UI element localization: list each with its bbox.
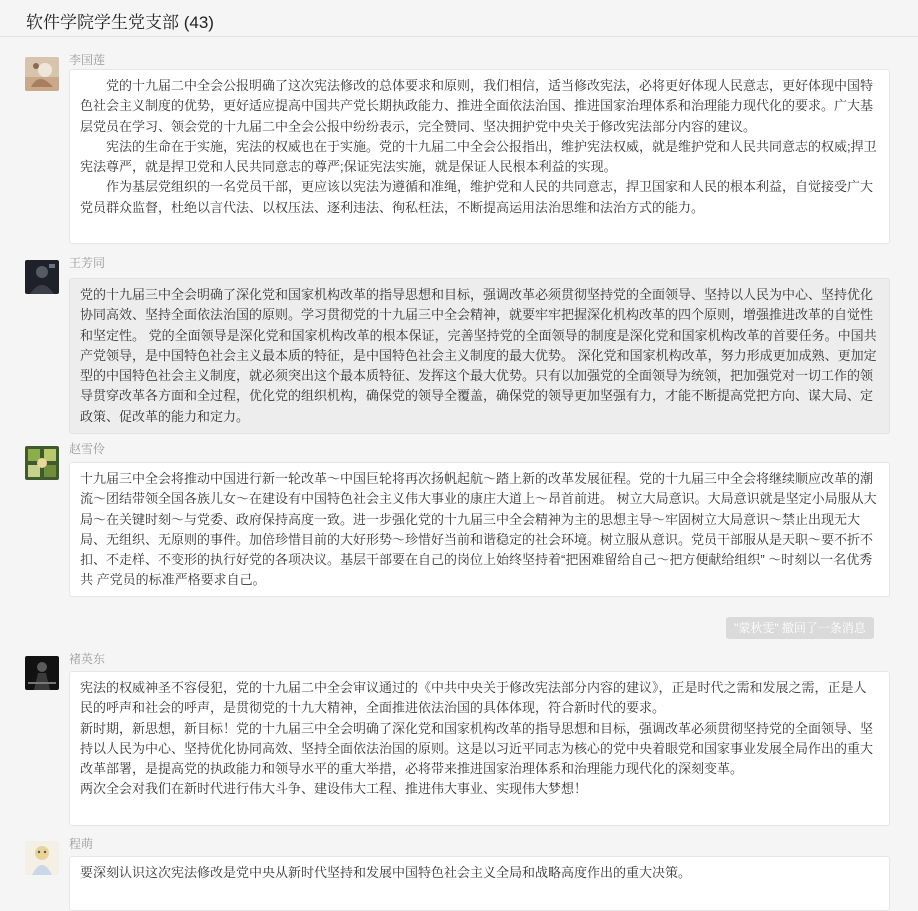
message-bubble[interactable]: [69, 671, 890, 826]
avatar[interactable]: [25, 260, 59, 294]
message-text: 十九届三中全会将推动中国进行新一轮改革～中国巨轮将再次扬帆起航～踏上新的改革发展征程。党的十九届三中全会将继续顺应改革的潮流～团结带领全国各族儿女～在建设有中国特色社会主义伟大事业的康庄大道上～昂首前进。 树立大局意识。大局意识就是坚定小局服从大局～在关键时刻～与党委、政府保持高度一致。进一步强化党的十九届三中全会精神为主的思想主导～牢固树立大局意识～禁止出现无大局、无组织、无原则的事件。加倍珍惜目前的大好形势～珍惜好当前和谐稳定的社会环境。树立服从意识。党员干部服从是天职～要不折不扣、不走样、不变形的执行好党的各项决议。基层干部要在自己的岗位上始终坚持着“把困难留给自己～把方便献给组织” ～时刻以一名优秀共 产党员的标准严格要求自己。: [80, 471, 877, 588]
recall-notice: "蒙秋雯" 撤回了一条消息: [726, 617, 874, 639]
message-paragraph: 作为基层党组织的一名党员干部，更应该以宪法为遵循和准绳，维护党和人民的共同意志，捍卫国家和人民的根本利益，自觉接受广大党员群众监督，杜绝以言代法、以权压法、逐利违法、徇私枉法，不断提高运用法治思维和法治方式的能力。: [80, 179, 874, 215]
sender-name: 程萌: [69, 837, 94, 851]
message-text: 要深刻认识这次宪法修改是党中央从新时代坚持和发展中国特色社会主义全局和战略高度作出的重大决策。: [80, 865, 692, 880]
avatar[interactable]: [25, 656, 59, 690]
message-paragraph: 两次全会对我们在新时代进行伟大斗争、建设伟大工程、推进伟大事业、实现伟大梦想！: [80, 781, 588, 797]
sender-name: 李国莲: [69, 53, 106, 67]
avatar[interactable]: [25, 446, 59, 480]
message-paragraph: 新时期，新思想，新目标！党的十九届三中全会明确了深化党和国家机构改革的指导思想和目标，强调改革必须贯彻坚持党的全面领导、坚持以人民为中心、坚持优化协同高效、坚持全面依法治国的原则。这是以习近平同志为核心的党中央着眼党和国家事业发展全局作出的重大改革部署，是提高党的执政能力和领导水平的重大举措，必将带来推进国家治理体系和治理能力现代化的深刻变革。: [80, 720, 874, 777]
message-paragraph: 宪法的权威神圣不容侵犯，党的十九届二中全会审议通过的《中共中央关于修改宪法部分内容的建议》，正是时代之需和发展之需，正是人民的呼声和社会的呼声，是贯彻党的十九大精神，全面推进依法治国的具体体现，符合新时代的要求。: [80, 680, 867, 716]
message-text: 党的十九届三中全会明确了深化党和国家机构改革的指导思想和目标，强调改革必须贯彻坚持党的全面领导、坚持以人民为中心、坚持优化协同高效、坚持全面依法治国的原则。学习贯彻党的十九届三中全会精神，就要牢牢把握深化机构改革的四个原则，增强推进改革的自觉性和坚定性。 党的全面领导是深化党和国家机构改革的根本保证，完善坚持党的全面领导的制度是深化党和国家机构改革的首要任务。中国共产党领导，是中国特色社会主义最本质的特征，是中国特色社会主义制度的最大优势。 深化党和国家机构改革，努力形成更加成熟、更加定型的中国特色社会主义制度，就必须突出这个最本质特征、发挥这个最大优势。只有以加强党的全面领导为统领，把加强党对一切工作的领导贯穿改革各方面和全过程，优化党的组织机构，确保党的领导全覆盖，确保党的领导更加坚强有力，才能不断提高党把方向、谋大局、定政策、促改革的能力和定力。: [80, 287, 877, 424]
message-bubble[interactable]: [69, 462, 890, 597]
chat-header: [0, 0, 918, 37]
avatar[interactable]: [25, 841, 59, 875]
message-bubble[interactable]: [69, 69, 890, 244]
message-paragraph: 宪法的生命在于实施，宪法的权威也在于实施。党的十九届二中全会公报指出，维护宪法权威，就是维护党和人民共同意志的权威;捍卫宪法尊严，就是捍卫党和人民共同意志的尊严;保证宪法实施，就是保证人民根本利益的实现。: [80, 138, 877, 175]
sender-name: 赵雪伶: [69, 442, 106, 456]
sender-name: 王芳同: [69, 256, 106, 270]
message-bubble[interactable]: [69, 278, 890, 434]
sender-name: 褚英东: [69, 652, 106, 666]
group-title: 软件学院学生党支部 (43): [26, 13, 214, 32]
message-bubble[interactable]: [69, 856, 890, 911]
avatar[interactable]: [25, 57, 59, 91]
message-paragraph: 党的十九届二中全会公报明确了这次宪法修改的总体要求和原则，我们相信，适当修改宪法，必将更好体现人民意志，更好体现中国特色社会主义制度的优势，更好适应提高中国共产党长期执政能力、推进全面依法治国、推进国家治理体系和治理能力现代化的要求。广大基层党员在学习、领会党的十九届二中全会公报中纷纷表示，完全赞同、坚决拥护党中央关于修改宪法部分内容的建议。: [80, 78, 874, 134]
